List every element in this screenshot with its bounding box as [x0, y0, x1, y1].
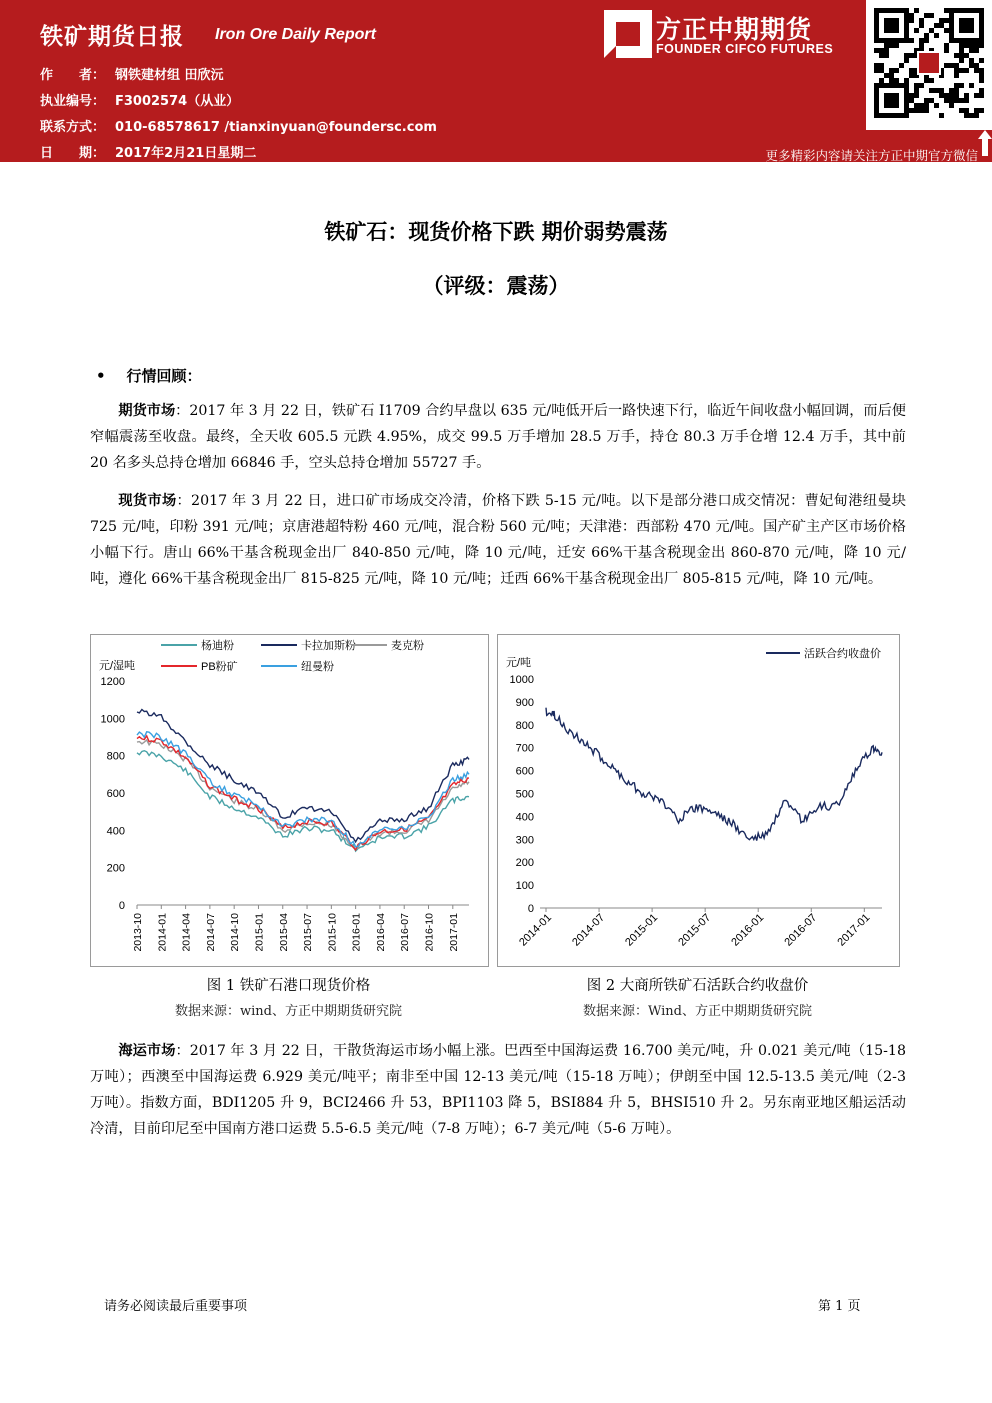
qr-module [959, 68, 964, 73]
qr-module [974, 93, 979, 98]
qr-module [959, 53, 964, 58]
qr-module [909, 13, 914, 18]
qr-module [964, 68, 969, 73]
qr-module [944, 48, 949, 53]
chart1-series-line-3 [137, 740, 469, 848]
qr-module [919, 18, 924, 23]
qr-module [909, 93, 914, 98]
qr-module [884, 48, 889, 53]
report-title-en: Iron Ore Daily Report [215, 26, 376, 43]
fig2-caption: 图 2 大商所铁矿石活跃合约收盘价 [586, 978, 809, 994]
qr-module [884, 43, 889, 48]
qr-module [979, 78, 984, 83]
chart2-y-tick: 700 [515, 742, 534, 755]
qr-module [954, 73, 959, 78]
author-label: 作 者： [40, 68, 106, 83]
qr-module [889, 78, 894, 83]
futures-label: 期货市场 [118, 403, 176, 419]
qr-module [954, 93, 959, 98]
qr-module [979, 108, 984, 113]
chart1-legend-label: 卡拉加斯粉 [301, 640, 356, 652]
license-value: F3002574（从业） [115, 94, 240, 109]
chart1-legend-label: 纽曼粉 [301, 661, 334, 673]
qr-finder [959, 18, 974, 33]
chart2-x-tick: 2016-07 [782, 911, 820, 949]
qr-module [919, 83, 924, 88]
chart1-legend-label: 麦克粉 [391, 640, 424, 652]
qr-module [979, 88, 984, 93]
qr-module [959, 48, 964, 53]
qr-module [874, 48, 879, 53]
qr-module [879, 63, 884, 68]
chart1-series-line-1 [137, 751, 469, 851]
chart2-y-tick: 100 [515, 880, 534, 893]
qr-module [944, 93, 949, 98]
chart1-x-tick: 2016-10 [423, 913, 436, 952]
author-line [40, 64, 224, 83]
qr-module [924, 33, 929, 38]
arrow-up-icon [978, 130, 992, 156]
qr-module [924, 13, 929, 18]
qr-module [954, 53, 959, 58]
date-label: 日 期： [40, 146, 106, 161]
qr-module [969, 43, 974, 48]
chart1-x-tick: 2017-01 [447, 913, 460, 952]
footer-page-number: 第 1 页 [818, 1299, 861, 1314]
chart1-x-tick: 2016-01 [350, 913, 363, 952]
qr-module [959, 43, 964, 48]
footer-disclaimer[interactable]: 请务必阅读最后重要事项 [104, 1299, 248, 1314]
qr-module [894, 78, 899, 83]
chart1-x-tick: 2016-07 [399, 913, 412, 952]
section-review [96, 365, 202, 386]
qr-module [954, 83, 959, 88]
logo-text-cn: 方正中期期货 [656, 15, 813, 44]
qr-module [944, 28, 949, 33]
chart2-y-tick: 400 [515, 811, 534, 824]
chart1-y-tick: 800 [106, 750, 125, 763]
qr-module [879, 68, 884, 73]
qr-module [959, 58, 964, 63]
qr-module [949, 98, 954, 103]
qr-finder [884, 93, 899, 108]
date-value: 2017年2月21日星期二 [115, 146, 257, 161]
chart2-x-tick: 2014-07 [570, 911, 608, 949]
qr-module [939, 18, 944, 23]
qr-module [909, 98, 914, 103]
qr-module [929, 28, 934, 33]
qr-module [884, 53, 889, 58]
chart2-x-tick: 2014-01 [517, 911, 555, 949]
qr-module [964, 53, 969, 58]
qr-module [969, 83, 974, 88]
qr-module [949, 103, 954, 108]
qr-module [899, 63, 904, 68]
qr-module [914, 8, 919, 13]
chart1-x-tick: 2015-04 [277, 913, 290, 952]
date-line [40, 142, 256, 161]
fig1-caption: 图 1 铁矿石港口现货价格 [206, 978, 371, 994]
chart1-x-tick: 2015-01 [253, 913, 266, 952]
chart2-x-tick: 2015-07 [676, 911, 714, 949]
qr-module [939, 93, 944, 98]
qr-module [924, 78, 929, 83]
chart1-x-tick: 2014-07 [204, 913, 217, 952]
chart2-y-tick: 1000 [509, 674, 534, 686]
qr-module [909, 38, 914, 43]
qr-module [979, 43, 984, 48]
qr-module [964, 108, 969, 113]
qr-module [919, 103, 924, 108]
contact-value[interactable]: 010-68578617 /tianxinyuan@foundersc.com [115, 120, 437, 135]
qr-module [974, 108, 979, 113]
qr-module [929, 78, 934, 83]
qr-module [879, 78, 884, 83]
qr-module [929, 13, 934, 18]
qr-module [954, 68, 959, 73]
qr-module [914, 93, 919, 98]
chart2-legend-label: 活跃合约收盘价 [804, 648, 881, 660]
chart2-x-tick: 2016-01 [729, 911, 767, 949]
qr-module [879, 48, 884, 53]
report-headline: 铁矿石：现货价格下跌 期价弱势震荡 [324, 220, 668, 244]
qr-module [919, 108, 924, 113]
chart-port-spot-prices [90, 634, 489, 967]
license-line [40, 90, 239, 109]
qr-module [974, 63, 979, 68]
contact-line [40, 116, 437, 135]
qr-module [904, 78, 909, 83]
chart2-x-tick: 2017-01 [835, 911, 873, 949]
qr-module [889, 73, 894, 78]
chart2-y-tick: 200 [515, 857, 534, 870]
qr-module [934, 103, 939, 108]
chart2-series-line [546, 708, 882, 841]
qr-module [949, 93, 954, 98]
qr-module [909, 68, 914, 73]
qr-module [934, 33, 939, 38]
qr-module [894, 68, 899, 73]
qr-module [944, 18, 949, 23]
chart2-y-tick: 300 [515, 834, 534, 847]
qr-module [944, 43, 949, 48]
qr-module [969, 113, 974, 118]
contact-label: 联系方式： [40, 120, 106, 135]
report-rating: （评级：震荡） [422, 274, 570, 298]
qr-module [964, 98, 969, 103]
chart-dce-active-contract [497, 634, 900, 967]
author-value: 钢铁建材组 田欣沅 [115, 68, 224, 83]
qr-module [914, 108, 919, 113]
qr-module [929, 88, 934, 93]
chart2-y-label: 元/吨 [506, 657, 532, 669]
qr-module [974, 68, 979, 73]
fig2-source: 数据来源：Wind、方正中期期货研究院 [583, 1004, 812, 1019]
qr-module [934, 23, 939, 28]
qr-module [919, 23, 924, 28]
qr-module [919, 43, 924, 48]
qr-module [914, 28, 919, 33]
chart1-x-tick: 2016-04 [374, 913, 387, 952]
qr-module [974, 48, 979, 53]
chart2-y-tick: 500 [515, 788, 534, 801]
qr-module [954, 63, 959, 68]
qr-module [949, 88, 954, 93]
chart1-y-tick: 400 [106, 825, 125, 838]
qr-module [914, 83, 919, 88]
qr-module [874, 68, 879, 73]
qr-module [979, 93, 984, 98]
wechat-qr-code[interactable] [866, 0, 992, 130]
chart1-y-label: 元/湿吨 [99, 660, 136, 672]
chart1-y-tick: 200 [106, 862, 125, 875]
qr-module [959, 83, 964, 88]
qr-module [964, 113, 969, 118]
qr-module [879, 53, 884, 58]
bullet-icon: • [96, 367, 106, 385]
qr-module [969, 63, 974, 68]
qr-module [944, 8, 949, 13]
report-header [0, 0, 992, 162]
qr-module [914, 88, 919, 93]
follow-wechat-text: 更多精彩内容请关注方正中期官方微信 [765, 148, 978, 163]
chart2-y-tick: 900 [515, 696, 534, 709]
chart1-y-tick: 0 [118, 900, 125, 912]
qr-module [889, 68, 894, 73]
qr-module [934, 88, 939, 93]
qr-module [919, 38, 924, 43]
qr-module [979, 58, 984, 63]
chart2-y-tick: 0 [527, 903, 534, 915]
qr-module [979, 73, 984, 78]
qr-module [969, 48, 974, 53]
futures-text: ：2017 年 3 月 22 日，铁矿石 I1709 合约早盘以 635 元/吨低开后一路快速下行，临近午间收盘小幅回调，而后便窄幅震荡至收盘。最终，全天收 605.5 元跌 4.95%，成交 99.5 万手增加 28.5 万手，持仓 80.3 万手仓增 12.4 万手，其中前 20 名多头总持仓增加 66846 手，空头总持仓增加 55727 手。 [90, 403, 906, 471]
qr-module [884, 73, 889, 78]
qr-module [944, 98, 949, 103]
qr-module [944, 63, 949, 68]
qr-module [889, 43, 894, 48]
license-label: 执业编号： [40, 94, 106, 109]
company-logo [596, 0, 858, 64]
qr-center-logo [918, 52, 940, 74]
qr-module [909, 53, 914, 58]
shipping-text: ：2017 年 3 月 22 日，干散货海运市场小幅上涨。巴西至中国海运费 16.700 美元/吨，升 0.021 美元/吨（15-18 万吨）；西澳至中国海运费 6.929 美元/吨平；南非至中国 12-13 美元/吨（15-18 万吨）；伊朗至中国 12.5-13.5 美元/吨（2-3 万吨）。指数方面，BDI1205 升 9，BCI2466 升 53，BPI1103 降 5，BSI884 升 5，BHSI510 升 2。另东南亚地区船运活动冷清，目前印尼至中国南方港口运费 5.5-6.5 美元/吨（7-8 万吨）；6-7 美元/吨（5-6 万吨）。 [90, 1043, 906, 1137]
qr-module [894, 43, 899, 48]
qr-module [964, 43, 969, 48]
qr-module [939, 88, 944, 93]
qr-module [924, 103, 929, 108]
qr-module [954, 88, 959, 93]
qr-module [909, 18, 914, 23]
chart1-x-tick: 2015-07 [302, 913, 315, 952]
chart1-y-tick: 1200 [100, 676, 125, 688]
qr-module [939, 113, 944, 118]
fig1-source: 数据来源：wind、方正中期期货研究院 [175, 1004, 402, 1019]
qr-module [949, 63, 954, 68]
chart1-series-line-2 [137, 710, 469, 842]
shipping-label: 海运市场 [118, 1043, 176, 1059]
qr-module [939, 23, 944, 28]
qr-finder [884, 18, 899, 33]
chart1-svg [91, 635, 488, 966]
chart2-y-tick: 600 [515, 765, 534, 778]
chart1-legend-label: 杨迪粉 [201, 640, 234, 652]
chart1-y-tick: 1000 [100, 713, 125, 726]
qr-module [924, 108, 929, 113]
qr-module [974, 113, 979, 118]
shipping-paragraph [90, 1038, 906, 1142]
section-review-label: 行情回顾： [126, 367, 202, 385]
qr-module [959, 98, 964, 103]
qr-module [924, 38, 929, 43]
qr-module [909, 108, 914, 113]
qr-module [904, 53, 909, 58]
logo-text-en: FOUNDER CIFCO FUTURES [656, 42, 834, 56]
qr-module [914, 103, 919, 108]
qr-module [924, 98, 929, 103]
qr-module [964, 93, 969, 98]
qr-code-icon [866, 0, 992, 130]
futures-paragraph [90, 398, 906, 476]
spot-text: ：2017 年 3 月 22 日，进口矿市场成交冷清，价格下跌 5-15 元/吨。以下是部分港口成交情况：曹妃甸港纽曼块 725 元/吨，印粉 391 元/吨；京唐港超特粉 460 元/吨，混合粉 560 元/吨；天津港：西部粉 470 元/吨。国产矿主产区市场价格小幅下行。唐山 66%干基含税现金出厂 840-850 元/吨，降 10 元/吨，迁安 66%干基含税现金出 860-870 元/吨，降 10 元/吨，遵化 66%干基含税现金出厂 815-825 元/吨，降 10 元/吨；迁西 66%干基含税现金出厂 805-815 元/吨，降 10 元/吨。 [90, 493, 906, 587]
chart2-y-tick: 800 [515, 719, 534, 732]
qr-module [874, 63, 879, 68]
chart1-x-tick: 2014-10 [229, 913, 242, 952]
spot-label: 现货市场 [118, 493, 177, 509]
report-title-cn: 铁矿期货日报 [40, 24, 184, 50]
chart1-legend-label: PB粉矿 [201, 661, 238, 673]
qr-module [959, 108, 964, 113]
qr-module [909, 73, 914, 78]
qr-module [969, 58, 974, 63]
chart1-x-tick: 2015-10 [326, 913, 339, 952]
chart1-x-tick: 2014-01 [156, 913, 169, 952]
qr-module [974, 43, 979, 48]
chart1-y-tick: 600 [106, 788, 125, 800]
chart1-x-tick: 2014-04 [180, 913, 193, 952]
qr-module [904, 58, 909, 63]
qr-module [929, 98, 934, 103]
chart2-svg [498, 635, 899, 966]
chart2-x-tick: 2015-01 [623, 911, 661, 949]
spot-paragraph [90, 488, 906, 592]
qr-module [979, 68, 984, 73]
logo-mark-icon [602, 8, 654, 60]
qr-module [954, 98, 959, 103]
chart1-x-tick: 2013-10 [132, 913, 144, 952]
